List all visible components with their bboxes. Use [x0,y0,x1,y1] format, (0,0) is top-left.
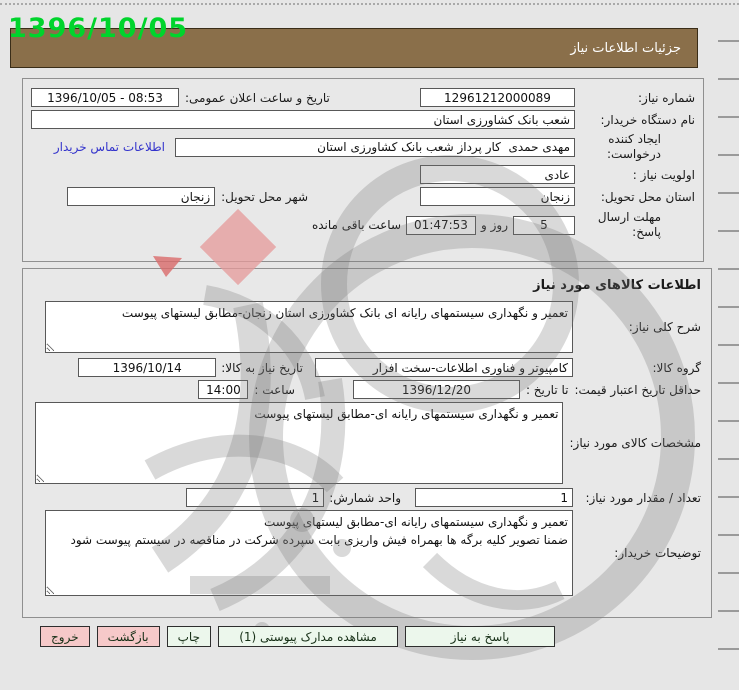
quantity-input[interactable] [415,488,573,507]
goods-group-input[interactable] [315,358,573,377]
buyer-notes-row [33,510,701,596]
delivery-province-label: استان محل تحویل: [600,189,695,204]
delivery-city-label: شهر محل تحویل: [221,189,308,204]
delivery-city-input[interactable] [67,187,215,206]
need-date-label: تاریخ نیاز به کالا: [221,360,303,375]
deadline-time-suffix: ساعت باقی مانده [311,218,401,232]
view-attached-docs-button[interactable]: مشاهده مدارک پیوستی (1) [218,626,398,647]
request-creator-row [31,132,695,162]
delivery-province-input[interactable] [420,187,575,206]
price-validity-label: حداقل تاریخ اعتبار قیمت: [574,382,701,397]
buyer-org-input[interactable] [31,110,575,129]
specs-textarea[interactable] [35,402,563,484]
delivery-location-row [31,187,695,206]
buyer-notes-textarea[interactable] [45,510,573,596]
deadline-time-input[interactable] [406,216,476,235]
goods-group-row [33,358,701,377]
need-number-input[interactable] [420,88,575,107]
general-desc-textarea[interactable] [45,301,573,353]
priority-input[interactable] [420,165,575,184]
page-edge-marks [718,40,739,668]
goods-section-title: اطلاعات کالاهای مورد نیاز [533,278,701,293]
buyer-contact-link[interactable]: اطلاعات تماس خریدار [53,140,165,154]
general-desc-label: شرح کلی نیاز: [628,320,701,334]
priority-label: اولویت نیاز : [632,167,695,182]
goods-info-panel [22,268,712,618]
quantity-label: تعداد / مقدار مورد نیاز: [585,490,701,505]
respond-to-need-button[interactable]: پاسخ به نیاز [405,626,555,647]
quantity-row [33,488,701,507]
goods-group-label: گروه کالا: [652,360,701,375]
price-validity-hour-input[interactable] [198,380,248,399]
buyer-org-label: نام دستگاه خریدار: [600,112,695,127]
request-creator-input[interactable] [175,138,575,157]
top-dotted-divider [0,3,739,5]
unit-label: واحد شمارش: [329,490,401,505]
back-button[interactable]: بازگشت [97,626,160,647]
print-button[interactable]: چاپ [167,626,211,647]
announce-datetime-input[interactable] [31,88,179,107]
price-validity-until-label: تا تاریخ : [525,382,569,397]
buyer-notes-label: توضیحات خریدار: [614,546,701,560]
priority-row [31,165,695,184]
price-validity-hour-label: ساعت : [254,382,295,397]
price-validity-row [33,380,701,399]
announce-datetime-label: تاریخ و ساعت اعلان عمومی: [185,90,330,105]
unit-input[interactable] [186,488,324,507]
request-creator-label: ایجاد کننده درخواست: [607,132,661,161]
price-validity-date-input[interactable] [353,380,520,399]
page-title: جزئیات اطلاعات نیاز [570,40,681,56]
deadline-days-input[interactable] [513,216,575,235]
date-overlay: 1396/10/05 [8,13,189,44]
general-desc-row [33,301,701,353]
specs-row [33,402,701,484]
exit-button[interactable]: خروج [40,626,90,647]
response-deadline-row [31,209,695,241]
request-info-panel [22,78,704,262]
buyer-org-row [31,110,695,129]
need-number-row [31,88,695,107]
need-date-input[interactable] [78,358,216,377]
actions-bar [0,626,739,647]
deadline-days-suffix: روز و [481,218,508,232]
response-deadline-label: مهلت ارسال پاسخ: [597,210,661,239]
specs-label: مشخصات کالای مورد نیاز: [569,436,701,450]
need-number-label: شماره نیاز: [638,90,695,105]
